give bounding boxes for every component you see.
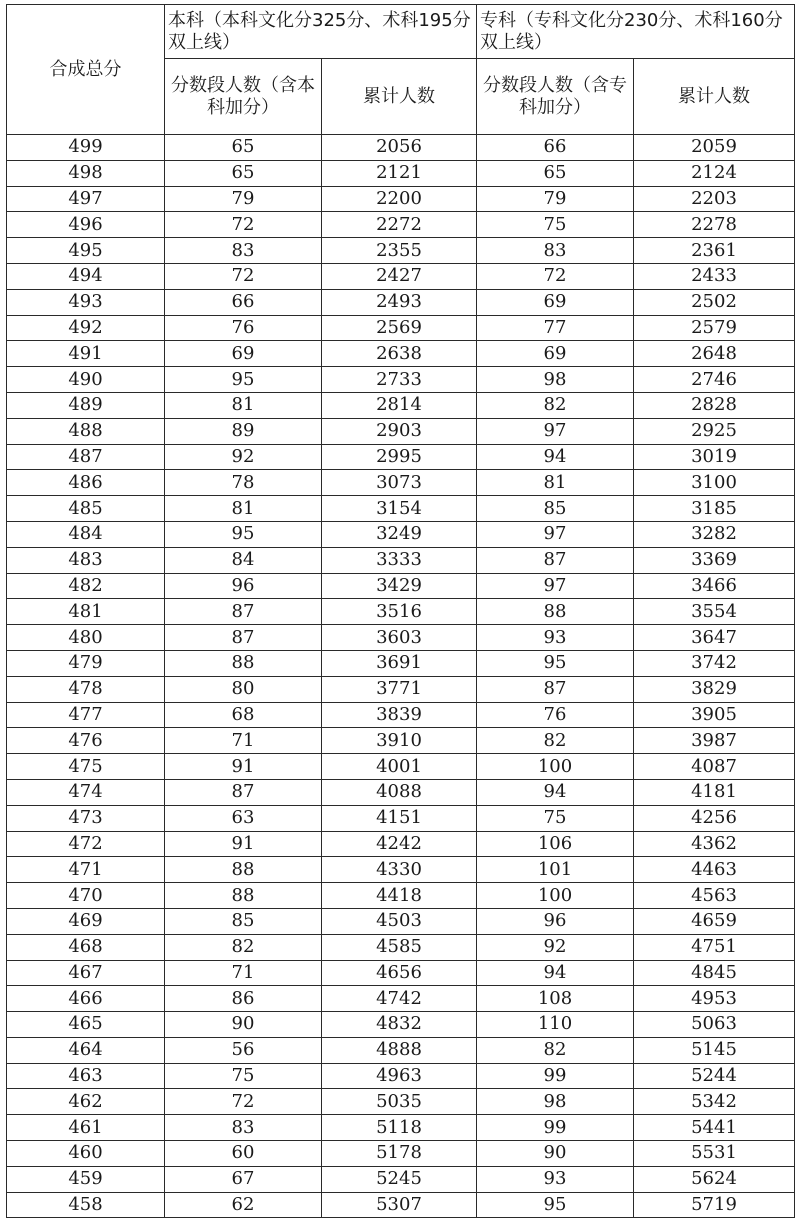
total-score-cell: 475: [7, 754, 165, 780]
table-header: [7, 5, 795, 135]
college-cumulative-cell: 3185: [634, 496, 795, 522]
undergrad-segment-cell: 69: [165, 341, 322, 367]
table-row: [7, 676, 795, 702]
total-score-cell: 485: [7, 496, 165, 522]
total-score-cell: 463: [7, 1063, 165, 1089]
undergrad-cumulative-cell: 4832: [322, 1012, 477, 1038]
undergrad-segment-cell: 72: [165, 263, 322, 289]
undergrad-segment-cell: 60: [165, 1141, 322, 1167]
table-row: [7, 1115, 795, 1141]
college-segment-cell: 76: [477, 702, 634, 728]
table-row: [7, 599, 795, 625]
college-cumulative-header: 累计人数: [634, 59, 795, 135]
undergrad-cumulative-cell: 2995: [322, 444, 477, 470]
college-cumulative-cell: 4953: [634, 986, 795, 1012]
undergrad-cumulative-cell: 3603: [322, 625, 477, 651]
undergrad-cumulative-cell: 3333: [322, 547, 477, 573]
undergrad-cumulative-cell: 2121: [322, 160, 477, 186]
undergrad-segment-cell: 82: [165, 934, 322, 960]
undergrad-segment-cell: 65: [165, 135, 322, 161]
table-row: [7, 650, 795, 676]
total-score-cell: 474: [7, 779, 165, 805]
total-score-cell: 499: [7, 135, 165, 161]
undergrad-segment-cell: 79: [165, 186, 322, 212]
table-row: [7, 1089, 795, 1115]
undergrad-segment-cell: 85: [165, 908, 322, 934]
total-score-cell: 461: [7, 1115, 165, 1141]
undergrad-cumulative-cell: 3154: [322, 496, 477, 522]
undergrad-cumulative-cell: 2200: [322, 186, 477, 212]
table-body: [7, 135, 795, 1218]
table-row: [7, 1037, 795, 1063]
table-row: [7, 1166, 795, 1192]
table-row: [7, 367, 795, 393]
college-cumulative-cell: 3100: [634, 470, 795, 496]
undergrad-cumulative-cell: 4503: [322, 908, 477, 934]
table-row: [7, 289, 795, 315]
undergrad-segment-cell: 84: [165, 547, 322, 573]
college-cumulative-cell: 2828: [634, 392, 795, 418]
total-score-cell: 487: [7, 444, 165, 470]
undergrad-segment-cell: 87: [165, 779, 322, 805]
college-segment-cell: 77: [477, 315, 634, 341]
total-score-cell: 492: [7, 315, 165, 341]
total-score-cell: 470: [7, 883, 165, 909]
total-score-cell: 471: [7, 857, 165, 883]
college-cumulative-cell: 5145: [634, 1037, 795, 1063]
total-score-cell: 488: [7, 418, 165, 444]
table-row: [7, 315, 795, 341]
college-cumulative-cell: 5244: [634, 1063, 795, 1089]
undergrad-segment-cell: 71: [165, 960, 322, 986]
table-row: [7, 238, 795, 264]
college-segment-cell: 83: [477, 238, 634, 264]
table-row: [7, 908, 795, 934]
undergrad-cumulative-cell: 2638: [322, 341, 477, 367]
total-score-header: 合成总分: [7, 5, 165, 135]
undergrad-cumulative-cell: 3516: [322, 599, 477, 625]
undergrad-cumulative-cell: 2355: [322, 238, 477, 264]
college-cumulative-cell: 2502: [634, 289, 795, 315]
undergrad-cumulative-cell: 4151: [322, 805, 477, 831]
undergrad-cumulative-cell: 3771: [322, 676, 477, 702]
table-row: [7, 392, 795, 418]
total-score-cell: 490: [7, 367, 165, 393]
college-segment-cell: 96: [477, 908, 634, 934]
undergrad-cumulative-cell: 2056: [322, 135, 477, 161]
undergrad-cumulative-cell: 4001: [322, 754, 477, 780]
undergrad-cumulative-cell: 3691: [322, 650, 477, 676]
undergrad-segment-cell: 88: [165, 857, 322, 883]
college-segment-cell: 101: [477, 857, 634, 883]
undergrad-cumulative-cell: 5118: [322, 1115, 477, 1141]
college-cumulative-cell: 5719: [634, 1192, 795, 1218]
undergrad-cumulative-cell: 5307: [322, 1192, 477, 1218]
total-score-cell: 481: [7, 599, 165, 625]
table-row: [7, 418, 795, 444]
undergrad-segment-cell: 72: [165, 212, 322, 238]
undergrad-cumulative-cell: 2272: [322, 212, 477, 238]
undergrad-cumulative-cell: 2427: [322, 263, 477, 289]
table-row: [7, 857, 795, 883]
table-row: [7, 573, 795, 599]
college-segment-cell: 75: [477, 212, 634, 238]
college-segment-cell: 108: [477, 986, 634, 1012]
table-row: [7, 186, 795, 212]
college-segment-cell: 79: [477, 186, 634, 212]
undergrad-cumulative-cell: 5035: [322, 1089, 477, 1115]
undergrad-segment-cell: 87: [165, 599, 322, 625]
table-row: [7, 212, 795, 238]
undergrad-segment-cell: 92: [165, 444, 322, 470]
college-cumulative-cell: 4087: [634, 754, 795, 780]
undergrad-segment-header: 分数段人数（含本科加分）: [165, 59, 322, 135]
college-cumulative-cell: 4751: [634, 934, 795, 960]
college-segment-cell: 94: [477, 444, 634, 470]
undergrad-cumulative-cell: 3073: [322, 470, 477, 496]
college-segment-cell: 98: [477, 367, 634, 393]
table-row: [7, 521, 795, 547]
college-segment-cell: 92: [477, 934, 634, 960]
total-score-cell: 477: [7, 702, 165, 728]
total-score-cell: 479: [7, 650, 165, 676]
table-row: [7, 1012, 795, 1038]
undergrad-segment-cell: 76: [165, 315, 322, 341]
total-score-cell: 473: [7, 805, 165, 831]
undergrad-segment-cell: 56: [165, 1037, 322, 1063]
college-segment-cell: 97: [477, 521, 634, 547]
college-cumulative-cell: 4659: [634, 908, 795, 934]
total-score-cell: 497: [7, 186, 165, 212]
undergrad-segment-cell: 87: [165, 625, 322, 651]
college-cumulative-cell: 4845: [634, 960, 795, 986]
undergrad-segment-cell: 89: [165, 418, 322, 444]
undergrad-segment-cell: 81: [165, 392, 322, 418]
college-cumulative-cell: 2059: [634, 135, 795, 161]
college-cumulative-cell: 3369: [634, 547, 795, 573]
total-score-cell: 489: [7, 392, 165, 418]
college-cumulative-cell: 3829: [634, 676, 795, 702]
undergrad-segment-cell: 95: [165, 367, 322, 393]
college-cumulative-cell: 3742: [634, 650, 795, 676]
college-cumulative-cell: 5063: [634, 1012, 795, 1038]
undergrad-segment-cell: 65: [165, 160, 322, 186]
college-cumulative-cell: 3466: [634, 573, 795, 599]
table-row: [7, 496, 795, 522]
college-cumulative-cell: 5624: [634, 1166, 795, 1192]
undergrad-segment-cell: 71: [165, 728, 322, 754]
undergrad-cumulative-cell: 2569: [322, 315, 477, 341]
total-score-cell: 482: [7, 573, 165, 599]
college-segment-cell: 87: [477, 676, 634, 702]
college-segment-cell: 72: [477, 263, 634, 289]
table-row: [7, 547, 795, 573]
college-cumulative-cell: 4563: [634, 883, 795, 909]
table-row: [7, 160, 795, 186]
total-score-cell: 462: [7, 1089, 165, 1115]
total-score-cell: 458: [7, 1192, 165, 1218]
table-row: [7, 805, 795, 831]
college-segment-cell: 99: [477, 1063, 634, 1089]
college-segment-cell: 106: [477, 831, 634, 857]
college-segment-cell: 94: [477, 960, 634, 986]
college-cumulative-cell: 3647: [634, 625, 795, 651]
undergrad-cumulative-cell: 3429: [322, 573, 477, 599]
total-score-cell: 494: [7, 263, 165, 289]
table-row: [7, 728, 795, 754]
college-segment-header: 分数段人数（含专科加分）: [477, 59, 634, 135]
total-score-cell: 498: [7, 160, 165, 186]
undergrad-cumulative-cell: 2493: [322, 289, 477, 315]
undergrad-cumulative-cell: 4418: [322, 883, 477, 909]
undergrad-segment-cell: 66: [165, 289, 322, 315]
college-cumulative-cell: 2648: [634, 341, 795, 367]
college-segment-cell: 100: [477, 754, 634, 780]
table-row: [7, 1192, 795, 1218]
college-cumulative-cell: 4463: [634, 857, 795, 883]
total-score-cell: 467: [7, 960, 165, 986]
college-segment-cell: 82: [477, 392, 634, 418]
undergrad-cumulative-cell: 2814: [322, 392, 477, 418]
table-row: [7, 831, 795, 857]
undergrad-cumulative-cell: 4656: [322, 960, 477, 986]
college-segment-cell: 94: [477, 779, 634, 805]
undergrad-segment-cell: 80: [165, 676, 322, 702]
college-cumulative-cell: 3554: [634, 599, 795, 625]
table-row: [7, 444, 795, 470]
table-row: [7, 754, 795, 780]
college-segment-cell: 82: [477, 728, 634, 754]
undergrad-segment-cell: 63: [165, 805, 322, 831]
score-distribution-table: [6, 4, 795, 1218]
undergrad-cumulative-cell: 3249: [322, 521, 477, 547]
college-cumulative-cell: 2361: [634, 238, 795, 264]
undergrad-segment-cell: 88: [165, 650, 322, 676]
college-cumulative-cell: 2433: [634, 263, 795, 289]
total-score-cell: 493: [7, 289, 165, 315]
undergrad-cumulative-cell: 4963: [322, 1063, 477, 1089]
table-row: [7, 960, 795, 986]
undergrad-cumulative-cell: 4088: [322, 779, 477, 805]
college-cumulative-cell: 3987: [634, 728, 795, 754]
undergrad-cumulative-cell: 5178: [322, 1141, 477, 1167]
table-row: [7, 1063, 795, 1089]
undergrad-segment-cell: 75: [165, 1063, 322, 1089]
total-score-cell: 466: [7, 986, 165, 1012]
college-cumulative-cell: 4256: [634, 805, 795, 831]
college-segment-cell: 110: [477, 1012, 634, 1038]
undergrad-segment-cell: 88: [165, 883, 322, 909]
table-row: [7, 934, 795, 960]
total-score-cell: 496: [7, 212, 165, 238]
college-segment-cell: 93: [477, 1166, 634, 1192]
total-score-cell: 484: [7, 521, 165, 547]
college-group-header: 专科（专科文化分230分、术科160分双上线）: [477, 5, 795, 59]
college-segment-cell: 66: [477, 135, 634, 161]
undergrad-segment-cell: 91: [165, 831, 322, 857]
undergrad-segment-cell: 72: [165, 1089, 322, 1115]
undergrad-segment-cell: 83: [165, 1115, 322, 1141]
total-score-cell: 459: [7, 1166, 165, 1192]
undergrad-segment-cell: 96: [165, 573, 322, 599]
college-segment-cell: 95: [477, 1192, 634, 1218]
college-cumulative-cell: 3282: [634, 521, 795, 547]
undergrad-segment-cell: 62: [165, 1192, 322, 1218]
total-score-cell: 483: [7, 547, 165, 573]
college-segment-cell: 100: [477, 883, 634, 909]
undergrad-segment-cell: 81: [165, 496, 322, 522]
college-cumulative-cell: 2203: [634, 186, 795, 212]
undergrad-group-header: 本科（本科文化分325分、术科195分双上线）: [165, 5, 477, 59]
total-score-cell: 476: [7, 728, 165, 754]
college-segment-cell: 69: [477, 341, 634, 367]
undergrad-segment-cell: 86: [165, 986, 322, 1012]
total-score-cell: 464: [7, 1037, 165, 1063]
total-score-cell: 460: [7, 1141, 165, 1167]
undergrad-cumulative-cell: 5245: [322, 1166, 477, 1192]
college-segment-cell: 75: [477, 805, 634, 831]
college-segment-cell: 97: [477, 418, 634, 444]
table-row: [7, 341, 795, 367]
undergrad-cumulative-cell: 4742: [322, 986, 477, 1012]
college-segment-cell: 99: [477, 1115, 634, 1141]
college-cumulative-cell: 5342: [634, 1089, 795, 1115]
undergrad-cumulative-header: 累计人数: [322, 59, 477, 135]
table-row: [7, 263, 795, 289]
header-row-groups: [7, 5, 795, 59]
college-segment-cell: 69: [477, 289, 634, 315]
total-score-cell: 465: [7, 1012, 165, 1038]
college-segment-cell: 82: [477, 1037, 634, 1063]
table-row: [7, 625, 795, 651]
college-segment-cell: 87: [477, 547, 634, 573]
undergrad-segment-cell: 95: [165, 521, 322, 547]
college-cumulative-cell: 2579: [634, 315, 795, 341]
undergrad-segment-cell: 67: [165, 1166, 322, 1192]
college-segment-cell: 81: [477, 470, 634, 496]
undergrad-segment-cell: 91: [165, 754, 322, 780]
college-cumulative-cell: 2278: [634, 212, 795, 238]
college-segment-cell: 97: [477, 573, 634, 599]
college-cumulative-cell: 5441: [634, 1115, 795, 1141]
college-cumulative-cell: 4362: [634, 831, 795, 857]
college-segment-cell: 85: [477, 496, 634, 522]
college-segment-cell: 95: [477, 650, 634, 676]
undergrad-segment-cell: 90: [165, 1012, 322, 1038]
undergrad-cumulative-cell: 2903: [322, 418, 477, 444]
undergrad-segment-cell: 83: [165, 238, 322, 264]
table-row: [7, 779, 795, 805]
total-score-cell: 468: [7, 934, 165, 960]
table-row: [7, 883, 795, 909]
table-row: [7, 1141, 795, 1167]
total-score-cell: 472: [7, 831, 165, 857]
college-segment-cell: 65: [477, 160, 634, 186]
table-row: [7, 986, 795, 1012]
college-segment-cell: 88: [477, 599, 634, 625]
college-cumulative-cell: 2925: [634, 418, 795, 444]
undergrad-cumulative-cell: 4585: [322, 934, 477, 960]
undergrad-cumulative-cell: 2733: [322, 367, 477, 393]
college-segment-cell: 98: [477, 1089, 634, 1115]
undergrad-cumulative-cell: 4330: [322, 857, 477, 883]
undergrad-segment-cell: 78: [165, 470, 322, 496]
total-score-cell: 486: [7, 470, 165, 496]
college-segment-cell: 93: [477, 625, 634, 651]
college-cumulative-cell: 2746: [634, 367, 795, 393]
total-score-cell: 469: [7, 908, 165, 934]
undergrad-cumulative-cell: 3839: [322, 702, 477, 728]
college-cumulative-cell: 3019: [634, 444, 795, 470]
college-cumulative-cell: 5531: [634, 1141, 795, 1167]
college-cumulative-cell: 2124: [634, 160, 795, 186]
table-row: [7, 470, 795, 496]
undergrad-segment-cell: 68: [165, 702, 322, 728]
table-row: [7, 135, 795, 161]
college-cumulative-cell: 4181: [634, 779, 795, 805]
undergrad-cumulative-cell: 4242: [322, 831, 477, 857]
undergrad-cumulative-cell: 4888: [322, 1037, 477, 1063]
college-segment-cell: 90: [477, 1141, 634, 1167]
total-score-cell: 495: [7, 238, 165, 264]
total-score-cell: 491: [7, 341, 165, 367]
total-score-cell: 478: [7, 676, 165, 702]
total-score-cell: 480: [7, 625, 165, 651]
table-row: [7, 702, 795, 728]
undergrad-cumulative-cell: 3910: [322, 728, 477, 754]
college-cumulative-cell: 3905: [634, 702, 795, 728]
